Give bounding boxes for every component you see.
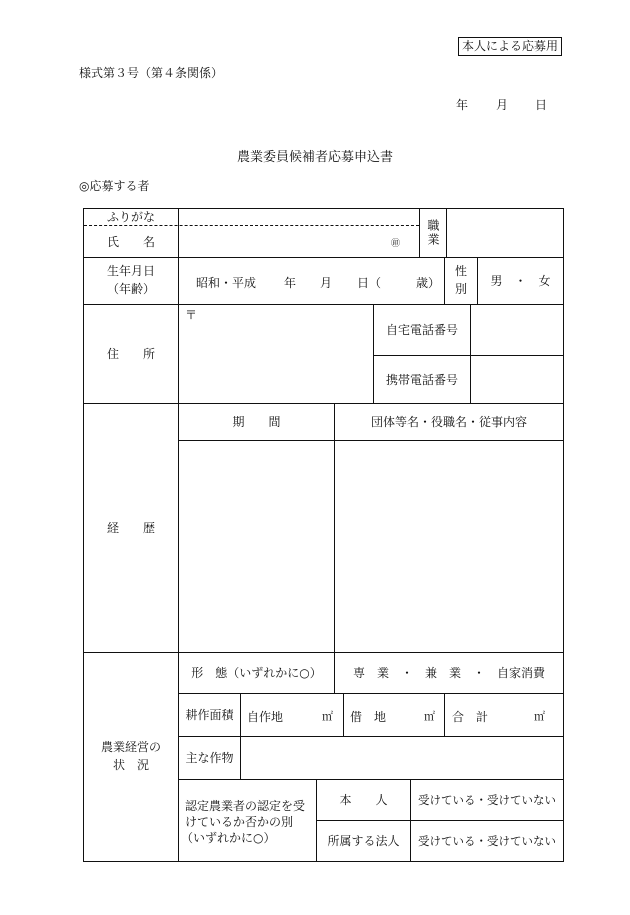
organization-field[interactable] (335, 441, 563, 652)
home-phone-field[interactable] (471, 305, 563, 355)
farm-status-label-bottom: 状 況 (112, 758, 149, 772)
gender-options[interactable]: 男 ・ 女 (490, 274, 551, 288)
history-label: 経 歴 (106, 521, 155, 535)
certification-label-line2: けているか否かの別 (185, 815, 294, 829)
occupation-label: 職業 (426, 219, 440, 247)
certification-label-line1: 認定農業者の認定を受 (185, 799, 306, 813)
main-crop-label: 主な作物 (185, 751, 234, 765)
total-area-unit: ㎡ (534, 710, 545, 723)
affiliated-corporation-label: 所属する法人 (327, 834, 400, 848)
document-title: 農業委員候補者応募申込書 (236, 150, 393, 165)
name-label: 氏 名 (106, 234, 155, 249)
date-year-label: 年 (456, 98, 469, 112)
home-phone-label: 自宅電話番号 (385, 323, 458, 337)
own-land-label: 自作地 (247, 710, 284, 724)
farm-form-label: 形 態（いずれかに○） (191, 666, 322, 680)
total-area-label: 合 計 (452, 710, 489, 724)
period-field[interactable] (179, 441, 334, 652)
postal-mark: 〒 (185, 308, 198, 322)
farm-status-label-top: 農業経営の (100, 740, 161, 754)
address-field[interactable] (179, 322, 373, 402)
seal-mark: ㊞ (391, 239, 401, 249)
birth-age-label: 歳） (416, 276, 441, 290)
gender-label-bottom: 別 (454, 282, 467, 296)
birth-year-label: 年 (284, 276, 297, 290)
mobile-phone-field[interactable] (471, 356, 563, 403)
organization-label: 団体等名・役職名・従事内容 (370, 415, 527, 429)
main-crop-field[interactable] (241, 737, 563, 779)
birth-date-label: 生年月日 (106, 264, 155, 278)
furigana-field[interactable] (179, 209, 419, 225)
section-heading: ◎応募する者 (79, 179, 150, 193)
corporation-certification-options[interactable]: 受けている・受けていない (418, 834, 556, 848)
applicant-use-stamp: 本人による応募用 (458, 37, 562, 56)
age-label: （年齢） (106, 282, 155, 296)
gender-label-top: 性 (454, 264, 467, 278)
birth-month-label: 月 (320, 276, 333, 290)
form-number: 様式第３号（第４条関係） (79, 66, 224, 80)
self-label: 本 人 (339, 793, 388, 807)
cultivated-area-label: 耕作面積 (185, 708, 234, 722)
borrowed-land-unit: ㎡ (424, 710, 435, 723)
own-land-unit: ㎡ (322, 710, 333, 723)
date-day-label: 日 (535, 98, 548, 112)
name-field[interactable] (179, 226, 419, 257)
period-label: 期 間 (232, 415, 281, 429)
borrowed-land-label: 借 地 (350, 710, 387, 724)
date-month-label: 月 (496, 98, 509, 112)
certification-label-line3: （いずれかに○） (181, 831, 276, 845)
birth-era-options[interactable]: 昭和・平成 (196, 276, 257, 290)
birth-day-label: 日（ (357, 276, 382, 290)
occupation-field[interactable] (447, 209, 563, 257)
furigana-label: ふりがな (106, 210, 155, 224)
farm-form-options[interactable]: 専 業 ・ 兼 業 ・ 自家消費 (352, 666, 545, 680)
self-certification-options[interactable]: 受けている・受けていない (418, 793, 556, 807)
mobile-phone-label: 携帯電話番号 (385, 372, 458, 387)
address-label: 住 所 (106, 347, 155, 361)
